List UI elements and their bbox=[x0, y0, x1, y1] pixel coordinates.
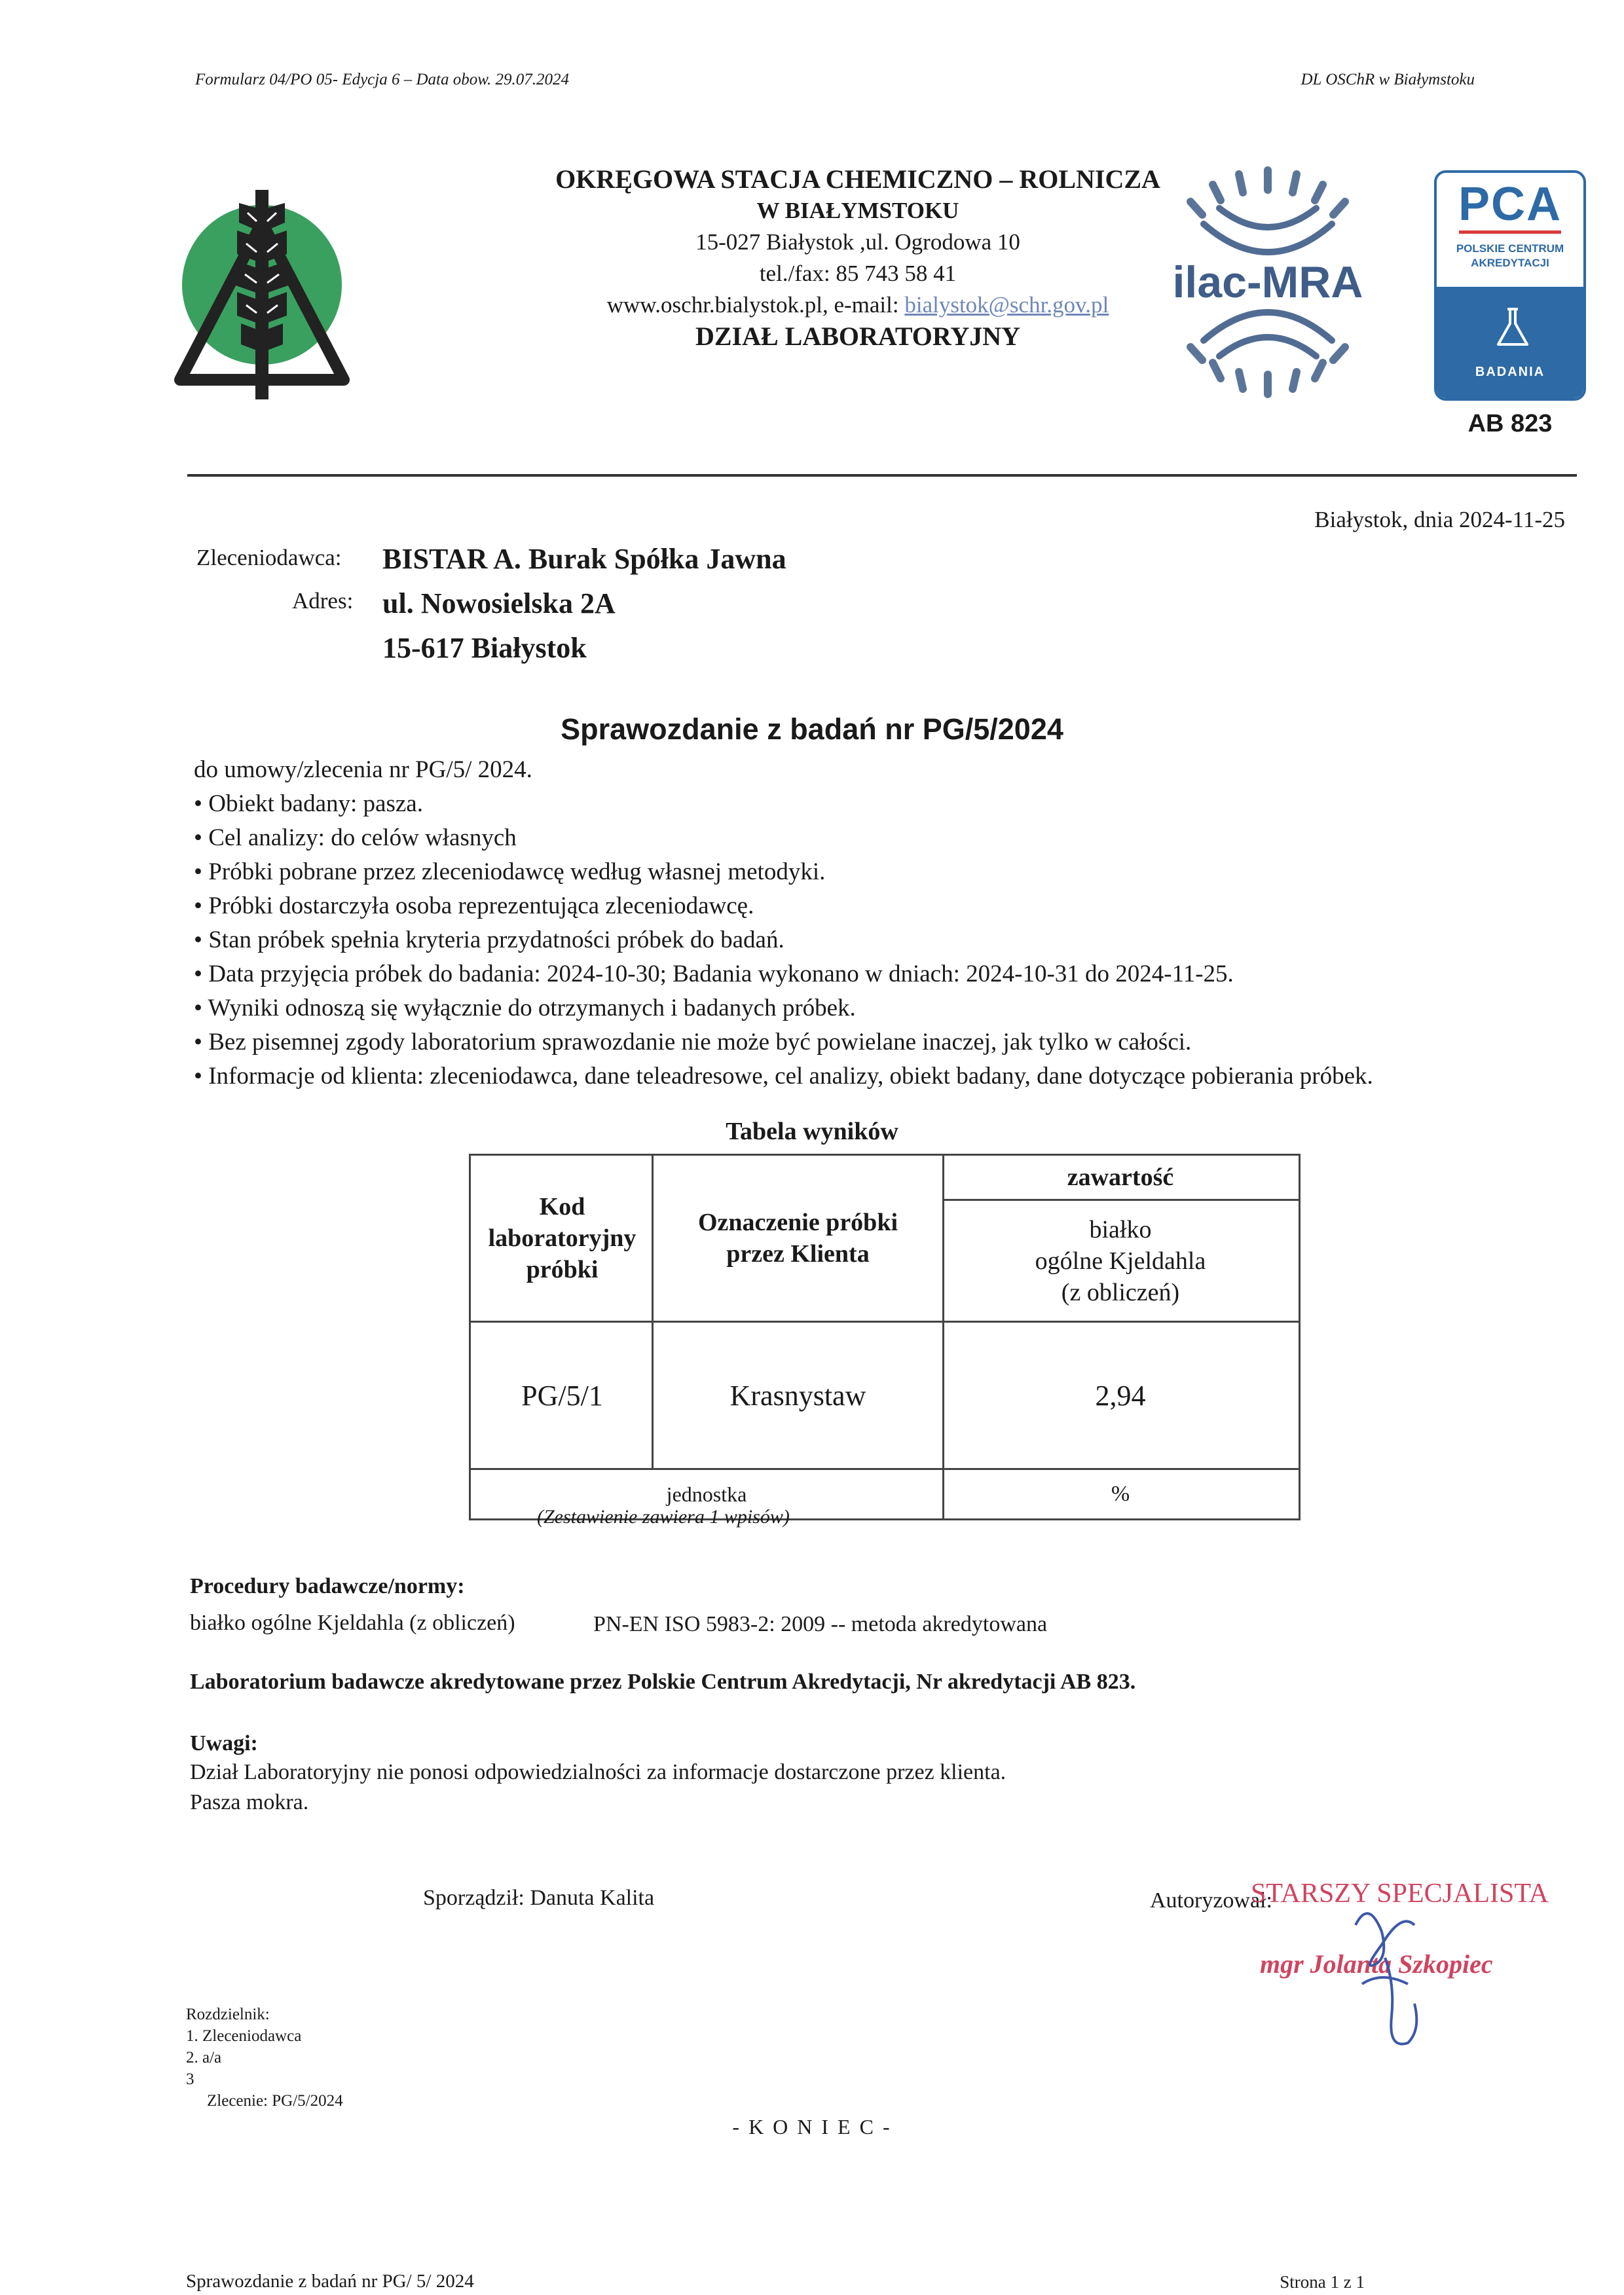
distribution-heading: Rozdzielnik: bbox=[186, 2006, 270, 2023]
distribution-list bbox=[186, 2004, 343, 2112]
table-cell-code: PG/5/1 bbox=[469, 1321, 654, 1470]
col-header-code: Kod laboratoryjny próbki bbox=[469, 1154, 654, 1323]
remark-line: Pasza mokra. bbox=[190, 1790, 309, 1814]
table-summary-note: (Zestawienie zawiera 1 wpisów) bbox=[537, 1506, 790, 1528]
stamp-title: STARSZY SPECJALISTA bbox=[1251, 1879, 1549, 1909]
bullet-item: • Próbki pobrane przez zleceniodawcę według własnej metodyki. bbox=[194, 858, 826, 885]
dl-reference: DL OSChR w Białymstoku bbox=[1301, 71, 1475, 88]
distribution-item: 2. a/a bbox=[186, 2049, 222, 2066]
org-name: OKRĘGOWA STACJA CHEMICZNO – ROLNICZA bbox=[555, 164, 1160, 194]
remarks-heading: Uwagi: bbox=[190, 1731, 258, 1755]
remark-line: Dział Laboratoryjny nie ponosi odpowiedzialności za informacje dostarczone przez klienta. bbox=[190, 1760, 1006, 1784]
report-body bbox=[194, 753, 1373, 1093]
order-number: Zlecenie: PG/5/2024 bbox=[207, 2092, 343, 2110]
station-logo bbox=[164, 183, 354, 406]
report-title: Sprawozdanie z badań nr PG/5/2024 bbox=[561, 712, 1063, 746]
table-unit-value: % bbox=[942, 1468, 1301, 1520]
stamp-name: mgr Jolanta Szkopiec bbox=[1260, 1949, 1493, 1979]
ilac-label: ilac-MRA bbox=[1172, 257, 1363, 307]
distribution-item: 1. Zleceniodawca bbox=[186, 2027, 302, 2045]
bullet-item: • Bez pisemnej zgody laboratorium sprawozdanie nie może być powielane inaczej, jak tylko w całości. bbox=[194, 1029, 1192, 1056]
prepared-by: Sporządził: Danuta Kalita bbox=[423, 1886, 655, 1910]
group-header-content: zawartość bbox=[942, 1154, 1301, 1201]
results-table-title: Tabela wyników bbox=[726, 1118, 898, 1145]
header-divider bbox=[187, 474, 1577, 477]
address-label: Adres: bbox=[292, 588, 354, 614]
distribution-item: 3 bbox=[186, 2070, 194, 2088]
bullet-item: • Stan próbek spełnia kryteria przydatności próbek do badań. bbox=[194, 927, 784, 953]
authorized-by-label: Autoryzował: bbox=[1150, 1888, 1272, 1913]
results-table bbox=[469, 1154, 1301, 1520]
org-address: 15-027 Białystok ,ul. Ogrodowa 10 bbox=[695, 229, 1020, 255]
pca-badania: BADANIA bbox=[1475, 365, 1545, 379]
contract-line: do umowy/zlecenia nr PG/5/ 2024. bbox=[194, 756, 532, 783]
org-department: DZIAŁ LABORATORYJNY bbox=[695, 321, 1021, 351]
col-header-client: Oznaczenie próbki przez Klienta bbox=[652, 1154, 944, 1323]
pca-badge bbox=[1434, 170, 1586, 401]
remarks-body bbox=[190, 1757, 1006, 1818]
issue-date: Białystok, dnia 2024-11-25 bbox=[1314, 507, 1565, 532]
form-id: Formularz 04/PO 05- Edycja 6 – Data obow. 29.07.2024 bbox=[195, 71, 570, 88]
bullet-item: • Obiekt badany: pasza. bbox=[194, 790, 423, 817]
ilac-mra-seal bbox=[1147, 161, 1388, 403]
client-street: ul. Nowosielska 2A bbox=[382, 587, 616, 619]
procedure-norm: PN-EN ISO 5983-2: 2009 -- metoda akredytowana bbox=[593, 1612, 1048, 1636]
org-city: W BIAŁYMSTOKU bbox=[756, 198, 959, 223]
client-city: 15-617 Białystok bbox=[382, 632, 587, 664]
pca-logo: PCA bbox=[1458, 178, 1562, 230]
table-unit-label: jednostka bbox=[469, 1468, 944, 1520]
footer-report-ref: Sprawozdanie z badań nr PG/ 5/ 2024 bbox=[186, 2271, 474, 2292]
end-mark: - K O N I E C - bbox=[732, 2115, 892, 2139]
org-phone: tel./fax: 85 743 58 41 bbox=[759, 261, 957, 286]
accreditation-note: Laboratorium badawcze akredytowane przez Polskie Centrum Akredytacji, Nr akredytacji AB 823. bbox=[190, 1670, 1136, 1694]
pca-line1: POLSKIE CENTRUM bbox=[1456, 242, 1564, 255]
handwritten-signature bbox=[1336, 1886, 1441, 2056]
org-email-link[interactable]: bialystok@schr.gov.pl bbox=[904, 292, 1109, 318]
table-cell-value: 2,94 bbox=[942, 1321, 1301, 1470]
bullet-item: • Próbki dostarczyła osoba reprezentująca zleceniodawcę. bbox=[194, 892, 754, 919]
flask-icon bbox=[1493, 305, 1532, 351]
bullet-item: • Informacje od klienta: zleceniodawca, dane teleadresowe, cel analizy, obiekt badany, dane dotyczące pobierania próbek. bbox=[194, 1063, 1373, 1090]
org-web: www.oschr.bialystok.pl, e-mail: bbox=[606, 292, 905, 318]
client-name: BISTAR A. Burak Spółka Jawna bbox=[382, 543, 786, 575]
accreditation-number: AB 823 bbox=[1467, 410, 1553, 437]
bullet-item: • Cel analizy: do celów własnych bbox=[194, 824, 517, 851]
bullet-item: • Data przyjęcia próbek do badania: 2024-10-30; Badania wykonano w dniach: 2024-10-31 do 2024-11-25. bbox=[194, 961, 1234, 987]
bullet-item: • Wyniki odnoszą się wyłącznie do otrzymanych i badanych próbek. bbox=[194, 995, 856, 1021]
client-label: Zleceniodawca: bbox=[196, 545, 342, 570]
table-cell-client-label: Krasnystaw bbox=[652, 1321, 944, 1470]
procedure-parameter: białko ogólne Kjeldahla (z obliczeń) bbox=[190, 1611, 515, 1635]
col-header-parameter: białko ogólne Kjeldahla (z obliczeń) bbox=[942, 1199, 1301, 1323]
procedures-heading: Procedury badawcze/normy: bbox=[190, 1574, 465, 1598]
footer-page-number: Strona 1 z 1 bbox=[1280, 2272, 1365, 2292]
pca-line2: AKREDYTACJI bbox=[1471, 257, 1549, 269]
